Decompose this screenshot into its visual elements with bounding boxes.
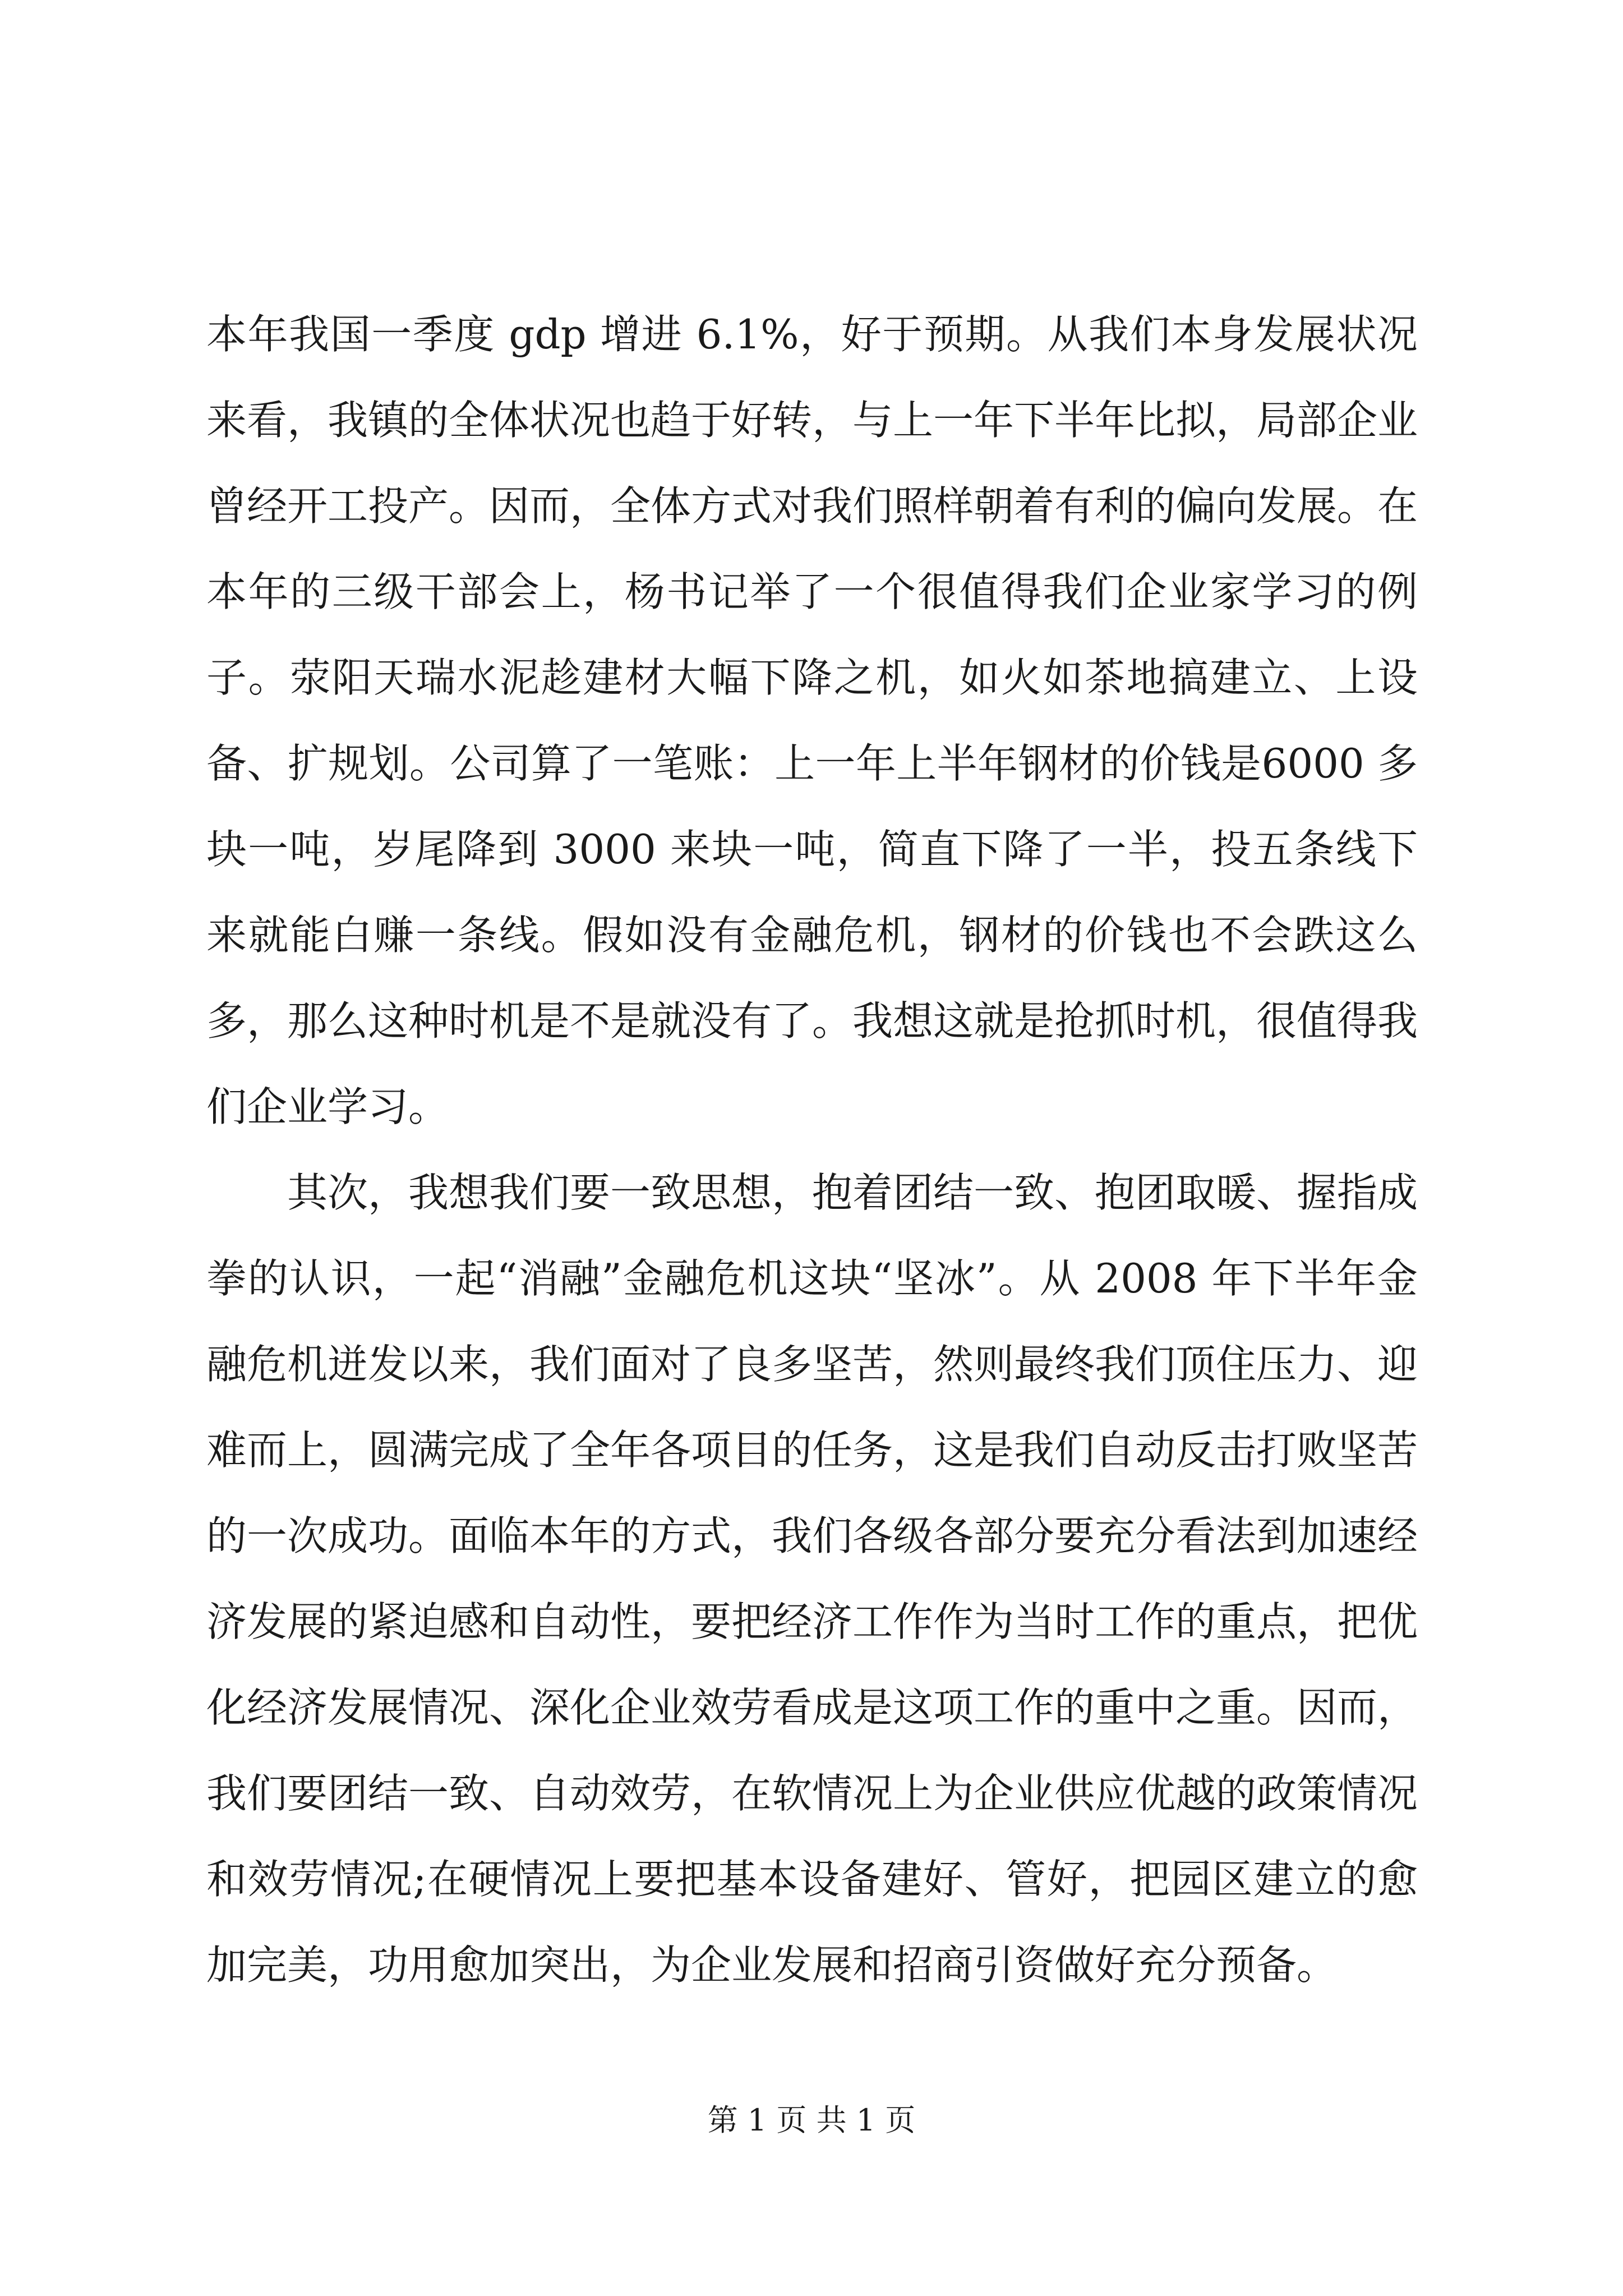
page-footer: 第 1 页 共 1 页	[707, 2102, 916, 2138]
paragraph-2: 其次，我想我们要一致思想，抱着团结一致、抱团取暖、握指成拳的认识，一起“消融”金融危机这块“坚冰”。从 2008 年下半年金融危机迸发以来，我们面对了良多坚苦，然则最终我们顶住压力、迎难而上，圆满完成了全年各项目的任务，这是我们自动反击打败坚苦的一次成功。面临本年的方式，我们各级各部分要充分看法到加速经济发展的紧迫感和自动性，要把经济工作作为当时工作的重点，把优化经济发展情况、深化企业效劳看成是这项工作的重中之重。因而，我们要团结一致、自动效劳，在软情况上为企业供应优越的政策情况和效劳情况;在硬情况上要把基本设备建好、管好，把园区建立的愈加完美，功用愈加突出，为企业发展和招商引资做好充分预备。	[206, 1169, 1418, 1989]
paragraph-1: 本年我国一季度 gdp 增进 6.1%，好于预期。从我们本身发展状况来看，我镇的全体状况也趋于好转，与上一年下半年比拟，局部企业曾经开工投产。因而，全体方式对我们照样朝着有利的偏向发展。在本年的三级干部会上，杨书记举了一个很值得我们企业家学习的例子。荥阳天瑞水泥趁建材大幅下降之机，如火如茶地搞建立、上设备、扩规划。公司算了一笔账：上一年上半年钢材的价钱是6000 多块一吨，岁尾降到 3000 来块一吨，简直下降了一半，投五条线下来就能白赚一条线。假如没有金融危机，钢材的价钱也不会跌这么多，那么这种时机是不是就没有了。我想这就是抢抓时机，很值得我们企业学习。	[206, 311, 1418, 1130]
body-text	[206, 292, 1418, 2008]
